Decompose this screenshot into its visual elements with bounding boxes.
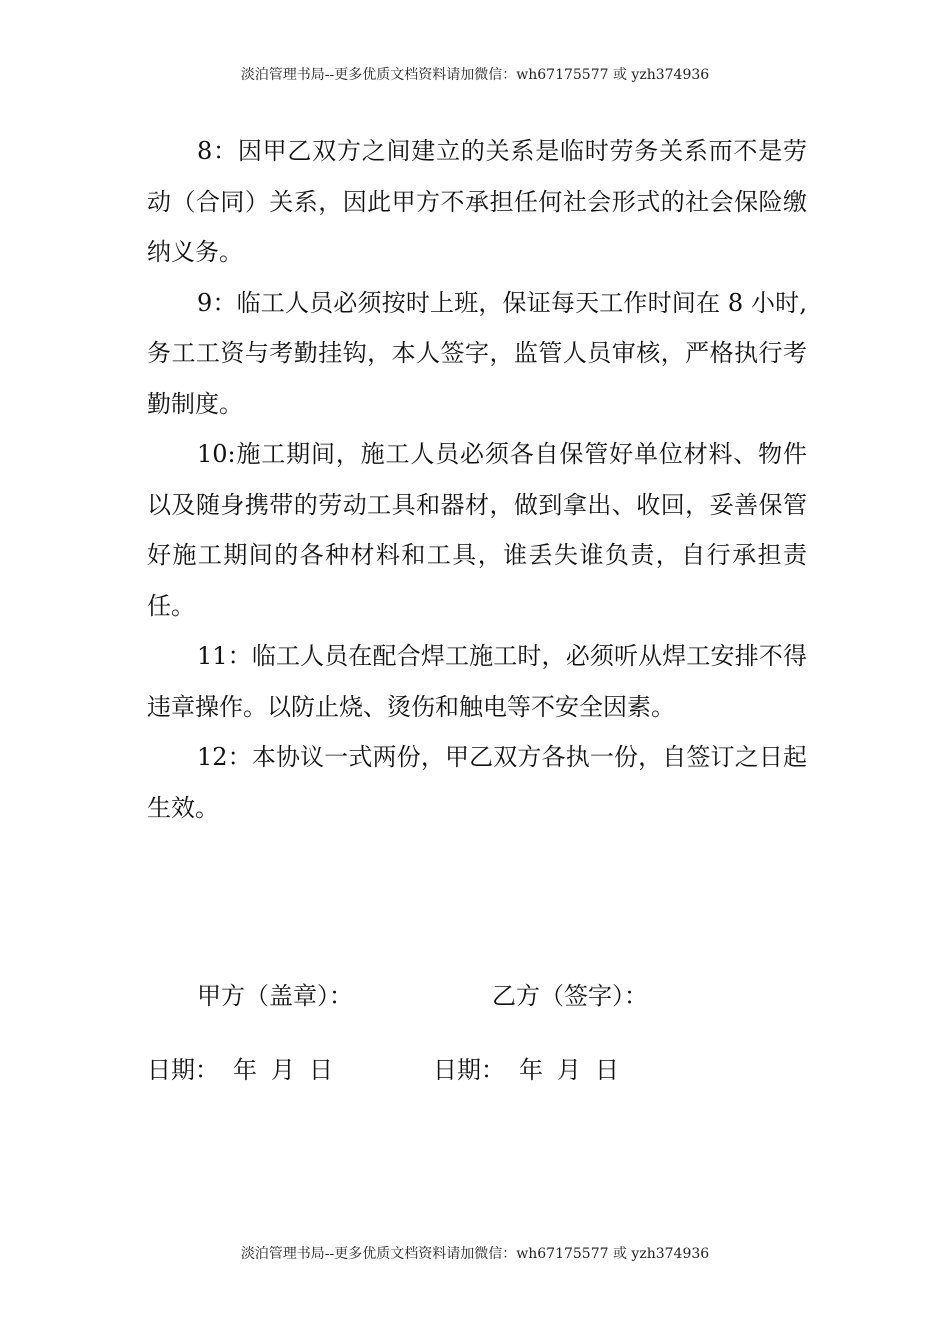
page-header: 淡泊管理书局--更多优质文档资料请加微信：wh67175577 或 yzh374936 — [240, 67, 710, 83]
clause-9: 9：临工人员必须按时上班，保证每天工作时间在 8 小时,务工工资与考勤挂钩，本人签字，监管人员审核，严格执行考勤制度。 — [147, 288, 807, 418]
party-b-date — [433, 1052, 619, 1088]
date-year: 年 — [233, 1056, 257, 1084]
page-footer: 淡泊管理书局--更多优质文档资料请加微信：wh67175577 或 yzh374936 — [240, 1246, 710, 1262]
clause-10: 10:施工期间，施工人员必须各自保管好单位材料、物件以及随身携带的劳动工具和器材，做到拿出、收回，妥善保管好施工期间的各种材料和工具，谁丢失谁负责，自行承担责任。 — [147, 440, 807, 620]
date-day: 日 — [309, 1056, 333, 1084]
clause-11: 11：临工人员在配合焊工施工时，必须听从焊工安排不得违章操作。以防止烧、烫伤和触电等不安全因素。 — [147, 642, 807, 721]
date-year: 年 — [519, 1056, 543, 1084]
clause-12: 12：本协议一式两份，甲乙双方各执一份，自签订之日起生效。 — [147, 743, 807, 822]
party-a-date — [147, 1052, 333, 1088]
date-label: 日期： — [147, 1056, 219, 1084]
document-body — [147, 126, 807, 833]
date-day: 日 — [595, 1056, 619, 1084]
date-month: 月 — [557, 1056, 581, 1084]
date-month: 月 — [271, 1056, 295, 1084]
party-b-signature-label: 乙方（签字）： — [492, 982, 648, 1010]
date-label: 日期： — [433, 1056, 505, 1084]
clause-8: 8：因甲乙双方之间建立的关系是临时劳务关系而不是劳动（合同）关系，因此甲方不承担任何社会形式的社会保险缴纳义务。 — [147, 137, 807, 266]
party-a-seal-label: 甲方（盖章）： — [197, 982, 353, 1010]
